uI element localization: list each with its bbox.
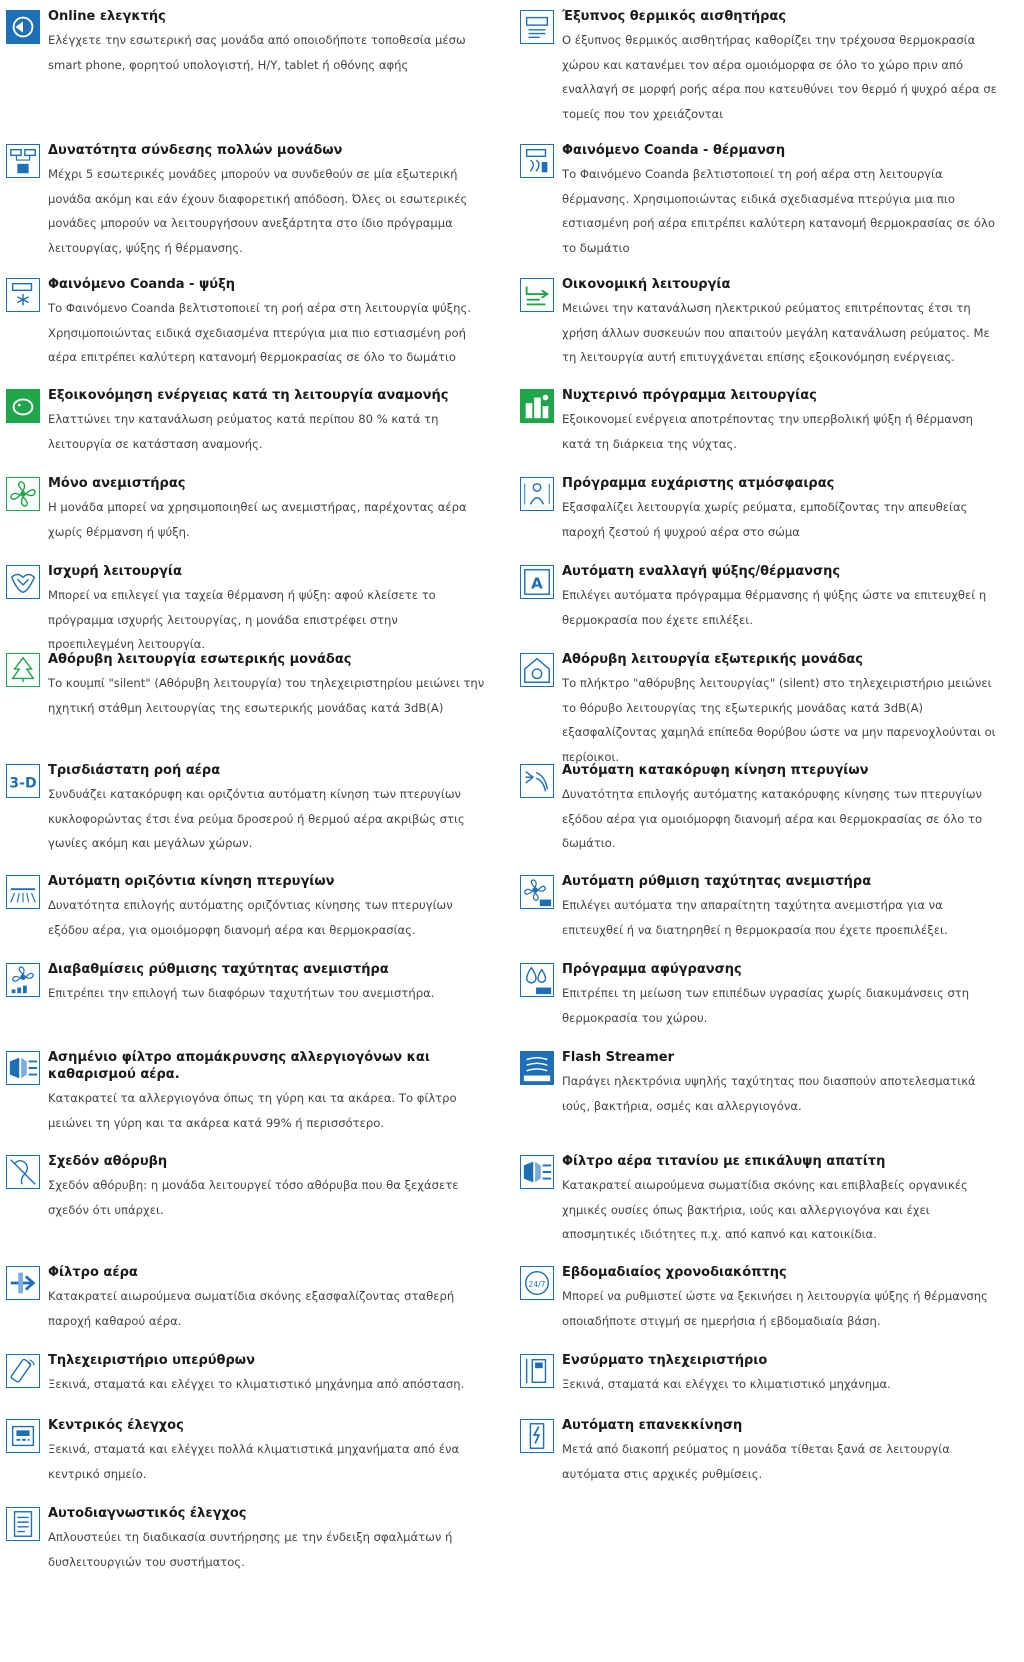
feature-title: Φίλτρο αέρα τιτανίου με επικάλυψη απατίτη [562, 1154, 886, 1169]
feature-title: Κεντρικός έλεγχος [48, 1418, 184, 1433]
feature-title: Flash Streamer [562, 1050, 674, 1065]
feature-title: Δυνατότητα σύνδεσης πολλών μονάδων [48, 143, 343, 158]
feature-description: Επιτρέπει τη μείωση των επιπέδων υγρασίας χωρίς διακυμάνσεις στη θερμοκρασία του χώρου. [562, 986, 970, 1025]
feature-description: Σχεδόν αθόρυβη: η μονάδα λειτουργεί τόσο αθόρυβα που θα ξεχάσετε σχεδόν ότι υπάρχει. [48, 1178, 459, 1217]
feature-description: Μειώνει την κατανάλωση ηλεκτρικού ρεύματος επιτρέποντας έτσι τη χρήση άλλων συσκευών που απαιτούν μεγάλη κατανάλωση ρεύματος. Με τη λειτουργία αυτή επιτυγχάνεται επίσης εξοικονόμηση ενέργειας. [562, 301, 990, 364]
horizontal-swing-icon [6, 875, 40, 909]
feature-description: Δυνατότητα επιλογής αυτόματης οριζόντιας κίνησης των πτερυγίων εξόδου αέρα, για ομοιόμορφη διανομή αέρα και θερμοκρασίας. [48, 898, 453, 937]
feature-description: Ξεκινά, σταματά και ελέγχει πολλά κλιματιστικά μηχανήματα από ένα κεντρικό σημείο. [48, 1442, 460, 1481]
feature-description: Μπορεί να επιλεγεί για ταχεία θέρμανση ή ψύξη: αφού κλείσετε το πρόγραμμα ισχυρής λειτουργίας, η μονάδα επιστρέφει στην προεπιλεγμένη λειτουργία. [48, 588, 436, 651]
feature-description: Το πλήκτρο "αθόρυβης λειτουργίας" (silent) στο τηλεχειριστήριο μειώνει το θόρυβο λειτουργίας της εξωτερικής μονάδας κατά 3dB(A) εξασφαλίζοντας χαμηλά επίπεδα θορύβου ώστε να μην παρενοχλούνται οι περίοικοι. [562, 676, 996, 764]
feature-title: Αυτόματη εναλλαγή ψύξης/θέρμανσης [562, 564, 841, 579]
feature-title: Πρόγραμμα ευχάριστης ατμόσφαιρας [562, 476, 835, 491]
feature-title: Διαβαθμίσεις ρύθμισης ταχύτητας ανεμιστήρα [48, 962, 389, 977]
dry-program-icon [520, 963, 554, 997]
feature-description: Ξεκινά, σταματά και ελέγχει το κλιματιστικό μηχάνημα από απόσταση. [48, 1377, 465, 1391]
self-diagnosis-icon [6, 1507, 40, 1541]
feature-title: Αυτοδιαγνωστικός έλεγχος [48, 1506, 247, 1521]
feature-title: Αυτόματη κατακόρυφη κίνηση πτερυγίων [562, 763, 869, 778]
svg-text:3-D: 3-D [9, 775, 37, 792]
feature-title: Ισχυρή λειτουργία [48, 564, 182, 579]
feature-description: Κατακρατεί αιωρούμενα σωματίδια σκόνης εξασφαλίζοντας σταθερή παροχή καθαρού αέρα. [48, 1289, 455, 1328]
feature-title: Αυτόματη ρύθμιση ταχύτητας ανεμιστήρα [562, 874, 872, 889]
feature-title: Φαινόμενο Coanda - ψύξη [48, 277, 236, 292]
standby-saving-icon [6, 389, 40, 423]
feature-title: Online ελεγκτής [48, 9, 166, 24]
feature-description: Ξεκινά, σταματά και ελέγχει το κλιματιστικό μηχάνημα. [562, 1377, 891, 1391]
coanda-heating-icon [520, 144, 554, 178]
feature-title: Ενσύρματο τηλεχειριστήριο [562, 1353, 768, 1368]
feature-description: Επιτρέπει την επιλογή των διαφόρων ταχυτήτων του ανεμιστήρα. [48, 986, 435, 1000]
outdoor-silent-icon [520, 653, 554, 687]
feature-description: Η μονάδα μπορεί να χρησιμοποιηθεί ως ανεμιστήρας, παρέχοντας αέρα χωρίς θέρμανση ή ψύξη. [48, 500, 467, 539]
night-program-icon [520, 389, 554, 423]
feature-title: Σχεδόν αθόρυβη [48, 1154, 168, 1169]
feature-title: Έξυπνος θερμικός αισθητήρας [562, 9, 787, 24]
feature-title: Εξοικονόμηση ενέργειας κατά τη λειτουργία αναμονής [48, 388, 449, 403]
feature-title: Τηλεχειριστήριο υπερύθρων [48, 1353, 255, 1368]
vertical-swing-icon [520, 764, 554, 798]
feature-description: Συνδυάζει κατακόρυφη και οριζόντια αυτόματη κίνηση των πτερυγίων κυκλοφορώντας έτσι ένα ρεύμα δροσερού ή θερμού αέρα ακριβώς στις γωνίες ακόμη και μεγάλων χώρων. [48, 787, 465, 850]
feature-title: Πρόγραμμα αφύγρανσης [562, 962, 742, 977]
multi-unit-icon [6, 144, 40, 178]
feature-description: Απλουστεύει τη διαδικασία συντήρησης με την ένδειξη σφαλμάτων ή δυσλειτουργιών του συστήματος. [48, 1530, 453, 1569]
economy-mode-icon [520, 278, 554, 312]
ir-remote-icon [6, 1354, 40, 1388]
smartphone-online-icon [6, 10, 40, 44]
feature-description: Μετά από διακοπή ρεύματος η μονάδα τίθεται ξανά σε λειτουργία αυτόματα στις αρχικές ρυθμίσεις. [562, 1442, 950, 1481]
auto-restart-icon [520, 1419, 554, 1453]
indoor-silent-icon [6, 653, 40, 687]
feature-title: Αθόρυβη λειτουργία εξωτερικής μονάδας [562, 652, 864, 667]
feature-description: Εξοικονομεί ενέργεια αποτρέποντας την υπερβολική ψύξη ή θέρμανση κατά τη διάρκεια της νύχτας. [562, 412, 974, 451]
feature-description: Παράγει ηλεκτρόνια υψηλής ταχύτητας που διασπούν αποτελεσματικά ιούς, βακτήρια, οσμές και αλλεργιογόνα. [562, 1074, 976, 1113]
silver-filter-icon [6, 1051, 40, 1085]
feature-title: Αθόρυβη λειτουργία εσωτερικής μονάδας [48, 652, 352, 667]
svg-text:24/7: 24/7 [528, 1279, 546, 1289]
weekly-timer-icon [520, 1266, 554, 1300]
feature-description: Το κουμπί "silent" (Αθόρυβη λειτουργία) του τηλεχειριστηρίου μειώνει την ηχητική στάθμη λειτουργίας της εσωτερικής μονάδας κατά 3dB(A) [48, 676, 485, 715]
air-filter-icon [6, 1266, 40, 1300]
flash-streamer-icon [520, 1051, 554, 1085]
feature-title: Τρισδιάστατη ροή αέρα [48, 763, 221, 778]
feature-title: Οικονομική λειτουργία [562, 277, 731, 292]
feature-title: Φίλτρο αέρα [48, 1265, 138, 1280]
powerful-mode-icon [6, 565, 40, 599]
feature-description: Δυνατότητα επιλογής αυτόματης κατακόρυφης κίνησης των πτερυγίων εξόδου αέρα για ομοιόμορφη διανομή αέρα και θερμοκρασίας σε όλο το δωμάτιο. [562, 787, 983, 850]
3d-airflow-icon [6, 764, 40, 798]
feature-description: Το Φαινόμενο Coanda βελτιστοποιεί τη ροή αέρα στη λειτουργία θέρμανσης. Χρησιμοποιώντας ειδικά σχεδιασμένα πτερύγια μια πιο εστιασμένη ροή αέρα επιτρέπει καλύτερη κατανομή θερμοκρασίας σε όλο το δωμάτιο [562, 167, 995, 255]
comfort-mode-icon [520, 477, 554, 511]
coanda-cooling-icon [6, 278, 40, 312]
feature-title: Αυτόματη επανεκκίνηση [562, 1418, 743, 1433]
feature-description: Ελαττώνει την κατανάλωση ρεύματος κατά περίπου 80 % κατά τη λειτουργία σε κατάσταση αναμονής. [48, 412, 439, 451]
feature-description: Μπορεί να ρυθμιστεί ώστε να ξεκινήσει η λειτουργία ψύξης ή θέρμανσης οποιαδήποτε στιγμή σε ημερήσια ή εβδομαδιαία βάση. [562, 1289, 988, 1328]
titanium-filter-icon [520, 1155, 554, 1189]
feature-description: Κατακρατεί αιωρούμενα σωματίδια σκόνης και επιβλαβείς οργανικές χημικές ουσίες όπως βακτήρια, ιούς και αλλεργιογόνα και έχει αποσμητικές ιδιότητες π.χ. από καπνό και κατοικίδια. [562, 1178, 968, 1241]
central-control-icon [6, 1419, 40, 1453]
feature-description: Το Φαινόμενο Coanda βελτιστοποιεί τη ροή αέρα στη λειτουργία ψύξης. Χρησιμοποιώντας ειδικά σχεδιασμένα πτερύγια μια πιο εστιασμένη ροή αέρα επιτρέπει καλύτερη κατανομή θερμοκρασίας σε όλο το δωμάτιο [48, 301, 471, 364]
auto-fan-speed-icon [520, 875, 554, 909]
quiet-icon [6, 1155, 40, 1189]
feature-description: Επιλέγει αυτόματα την απαραίτητη ταχύτητα ανεμιστήρα για να επιτευχθεί ή να διατηρηθεί η θερμοκρασία που έχετε προεπιλέξει. [562, 898, 948, 937]
feature-description: Ελέγχετε την εσωτερική σας μονάδα από οποιοδήποτε τοποθεσία μέσω smart phone, φορητού υπολογιστή, Η/Υ, tablet ή οθόνης αφής [48, 33, 466, 72]
fan-speed-steps-icon [6, 963, 40, 997]
feature-description: Επιλέγει αυτόματα πρόγραμμα θέρμανσης ή ψύξης ώστε να επιτευχθεί η θερμοκρασία που έχετε επιλέξει. [562, 588, 987, 627]
wired-remote-icon [520, 1354, 554, 1388]
fan-only-icon [6, 477, 40, 511]
feature-title: Μόνο ανεμιστήρας [48, 476, 186, 491]
feature-title: Εβδομαδιαίος χρονοδιακόπτης [562, 1265, 787, 1280]
auto-changeover-icon [520, 565, 554, 599]
svg-text:A: A [531, 574, 543, 593]
feature-description: Κατακρατεί τα αλλεργιογόνα όπως τη γύρη και τα ακάρεα. Το φίλτρο μειώνει τη γύρη και τα ακάρεα κατά 99% ή περισσότερο. [48, 1091, 457, 1130]
feature-description: Εξασφαλίζει λειτουργία χωρίς ρεύματα, εμποδίζοντας την απευθείας παροχή ζεστού ή ψυχρού αέρα στο σώμα [562, 500, 968, 539]
feature-title: Νυχτερινό πρόγραμμα λειτουργίας [562, 388, 817, 403]
feature-description: Ο έξυπνος θερμικός αισθητήρας καθορίζει την τρέχουσα θερμοκρασία χώρου και κατανέμει τον αέρα ομοιόμορφα σε όλο το χώρο πριν από εναλλαγή σε μορφή ροής αέρα που κατευθύνει τον θερμό ή ψυχρό αέρα σε τομείς που τον χρειάζονται [562, 33, 997, 121]
feature-title: Ασημένιο φίλτρο απομάκρυνσης αλλεργιογόνων και καθαρισμού αέρα. [48, 1050, 430, 1082]
feature-title: Αυτόματη οριζόντια κίνηση πτερυγίων [48, 874, 335, 889]
feature-title: Φαινόμενο Coanda - θέρμανση [562, 143, 786, 158]
feature-description: Μέχρι 5 εσωτερικές μονάδες μπορούν να συνδεθούν σε μία εξωτερική μονάδα ακόμη και εάν έχουν διαφορετική απόδοση. Όλες οι εσωτερικές μονάδες μπορούν να λειτουργήσουν ανεξάρτητα στο ίδιο πρόγραμμα λειτουργίας, ψύξης ή θέρμανσης. [48, 167, 468, 255]
thermal-sensor-icon [520, 10, 554, 44]
